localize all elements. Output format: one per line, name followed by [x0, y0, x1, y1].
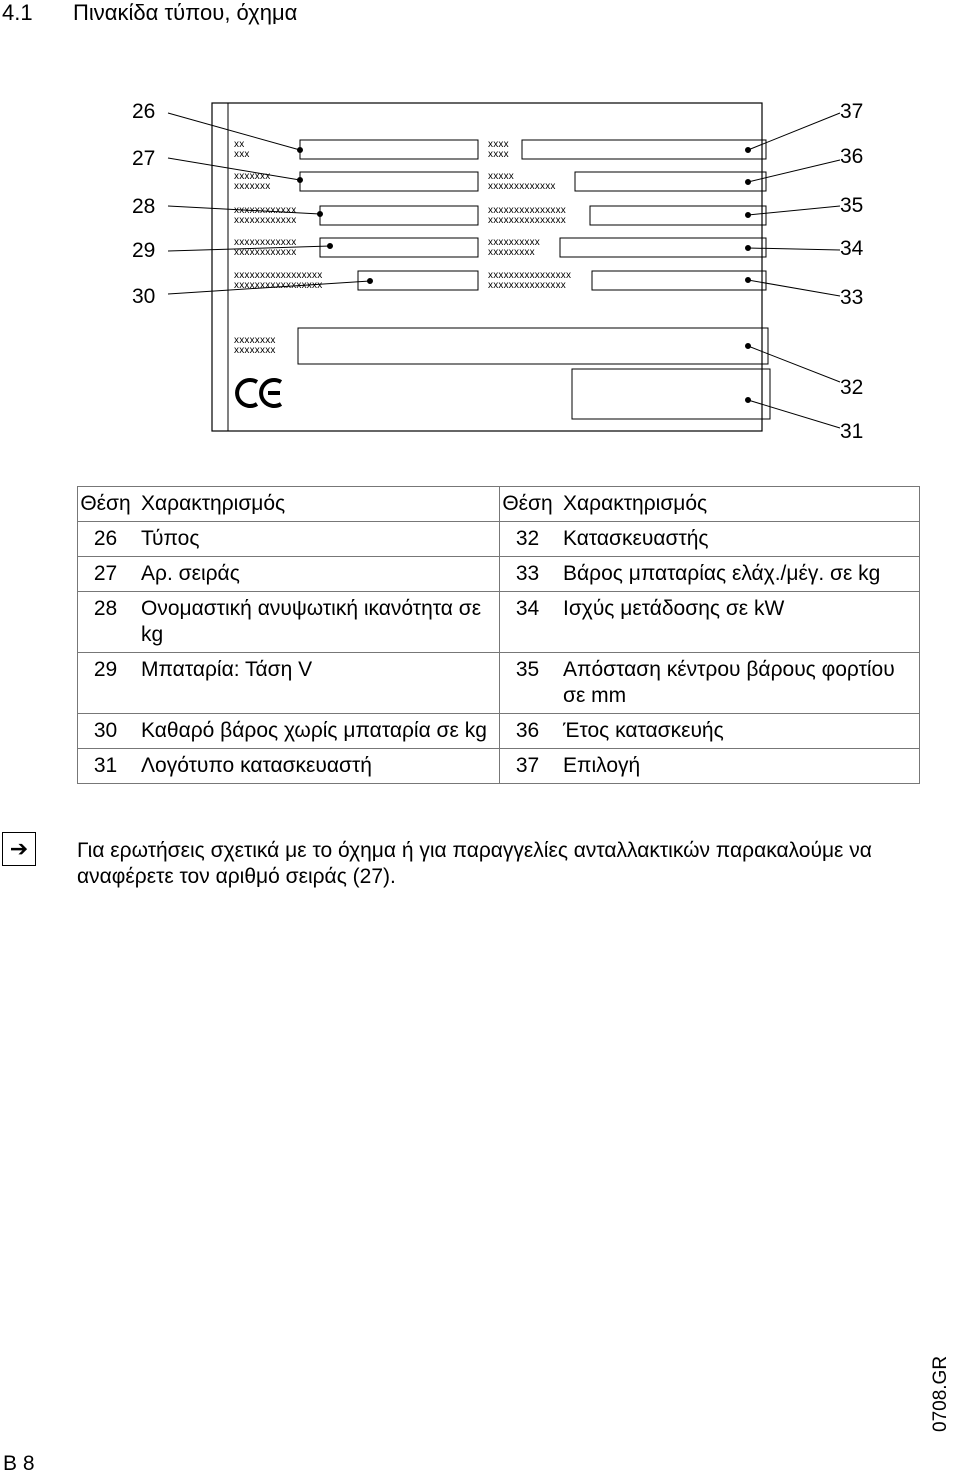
- plate-field-label-type: xx xxx: [234, 139, 250, 160]
- note-text: Για ερωτήσεις σχετικά με το όχημα ή για παραγγελίες ανταλλακτικών παρακαλούμε να αναφέρετε τον αριθμό σειράς (27).: [77, 839, 872, 888]
- plate-field-label-year: xxxxx xxxxxxxxxxxxx: [488, 171, 556, 192]
- arrow-right-icon: ➔: [2, 832, 36, 866]
- legend-header-desc-2: Χαρακτηρισμός: [555, 487, 920, 522]
- field-box-load-center: [590, 206, 766, 225]
- plate-field-label-manufacturer: xxxxxxxx xxxxxxxx: [234, 335, 276, 356]
- legend-pos: 30: [78, 714, 134, 749]
- plate-field-label-option: xxxx xxxx: [488, 139, 509, 160]
- field-box-type: [300, 140, 478, 159]
- nameplate-diagram: [0, 0, 960, 470]
- plate-field-label-serial: xxxxxxx xxxxxxx: [234, 171, 271, 192]
- field-box-serial: [300, 172, 478, 191]
- callout-35: 35: [840, 194, 864, 217]
- legend-row: [78, 653, 920, 714]
- legend-pos: 26: [78, 522, 134, 557]
- nameplate-outline: [212, 103, 762, 431]
- callout-37: 37: [840, 100, 864, 123]
- ce-mark: [237, 380, 281, 406]
- field-box-manufacturer: [298, 328, 768, 364]
- legend-desc: Επιλογή: [555, 749, 920, 784]
- legend-pos: 35: [500, 653, 556, 714]
- legend-row: [78, 714, 920, 749]
- legend-desc: Καθαρό βάρος χωρίς μπαταρία σε kg: [133, 714, 500, 749]
- legend-row: [78, 557, 920, 592]
- callout-28: 28: [132, 195, 156, 218]
- field-box-battery-weight: [592, 271, 766, 290]
- callout-34: 34: [840, 237, 864, 260]
- legend-pos: 27: [78, 557, 134, 592]
- field-box-logo: [572, 369, 770, 419]
- legend-pos: 33: [500, 557, 556, 592]
- legend-desc: Λογότυπο κατασκευαστή: [133, 749, 500, 784]
- legend-pos: 28: [78, 592, 134, 653]
- field-box-power: [560, 238, 766, 257]
- legend-header-pos-2: Θέση: [500, 487, 556, 522]
- legend-table: [77, 486, 920, 784]
- legend-row: [78, 592, 920, 653]
- section-number: 4.1: [2, 0, 33, 25]
- plate-field-label-voltage: xxxxxxxxxxxx xxxxxxxxxxxx: [234, 237, 297, 258]
- callout-31: 31: [840, 420, 864, 443]
- field-box-option: [522, 140, 766, 159]
- field-box-net-weight: [358, 271, 478, 290]
- legend-pos: 36: [500, 714, 556, 749]
- legend-desc: Μπαταρία: Τάση V: [133, 653, 500, 714]
- plate-field-label-capacity: xxxxxxxxxxxx xxxxxxxxxxxx: [234, 205, 297, 226]
- legend-pos: 31: [78, 749, 134, 784]
- page-number: B 8: [3, 1452, 35, 1475]
- legend-desc: Τύπος: [133, 522, 500, 557]
- callout-33: 33: [840, 286, 864, 309]
- plate-field-label-load-center: xxxxxxxxxxxxxxx xxxxxxxxxxxxxxx: [488, 205, 566, 226]
- field-box-capacity: [320, 206, 478, 225]
- legend-pos: 32: [500, 522, 556, 557]
- callout-32: 32: [840, 376, 864, 399]
- field-box-voltage: [320, 238, 478, 257]
- legend-desc: Ισχύς μετάδοσης σε kW: [555, 592, 920, 653]
- callout-29: 29: [132, 239, 156, 262]
- callout-26: 26: [132, 100, 156, 123]
- legend-pos: 34: [500, 592, 556, 653]
- legend-header-row: [78, 487, 920, 522]
- callout-36: 36: [840, 145, 864, 168]
- field-box-year: [575, 172, 766, 191]
- legend-desc: Βάρος μπαταρίας ελάχ./μέγ. σε kg: [555, 557, 920, 592]
- legend-pos: 37: [500, 749, 556, 784]
- legend-header-desc-1: Χαρακτηρισμός: [133, 487, 500, 522]
- legend-desc: Απόσταση κέντρου βάρους φορτίου σε mm: [555, 653, 920, 714]
- callout-30: 30: [132, 285, 156, 308]
- plate-field-label-net-weight: xxxxxxxxxxxxxxxxx xxxxxxxxxxxxxxxxx: [234, 270, 323, 291]
- legend-desc: Ονομαστική ανυψωτική ικανότητα σε kg: [133, 592, 500, 653]
- legend-header-pos-1: Θέση: [78, 487, 134, 522]
- section-title: Πινακίδα τύπου, όχημα: [73, 0, 298, 25]
- legend-row: [78, 522, 920, 557]
- legend-desc: Αρ. σειράς: [133, 557, 500, 592]
- callout-27: 27: [132, 147, 156, 170]
- legend-row: [78, 749, 920, 784]
- legend-desc: Κατασκευαστής: [555, 522, 920, 557]
- plate-field-label-power: xxxxxxxxxx xxxxxxxxx: [488, 237, 540, 258]
- legend-pos: 29: [78, 653, 134, 714]
- document-code: 0708.GR: [930, 1355, 951, 1432]
- legend-desc: Έτος κατασκευής: [555, 714, 920, 749]
- plate-field-label-battery-weight: xxxxxxxxxxxxxxxx xxxxxxxxxxxxxxx: [488, 270, 572, 291]
